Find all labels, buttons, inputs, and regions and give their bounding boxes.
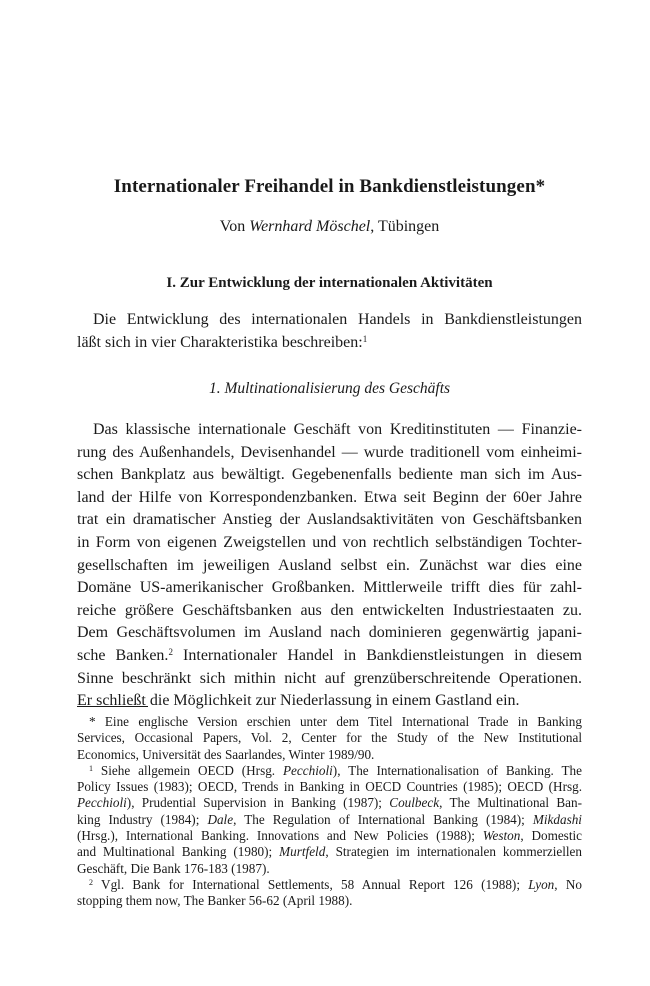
sub-heading-text: Multinationalisierung des Geschäfts — [224, 380, 451, 397]
footnote-1-line: Policy Issues (1983); OECD, Trends in Banking in OECD Countries (1985); OECD (Hrsg. — [77, 779, 582, 795]
paragraph-line — [77, 645, 582, 668]
intro-line — [77, 332, 582, 355]
footnote-rule — [77, 706, 148, 707]
footnote-author: Coulbeck — [389, 795, 440, 811]
footnote-1-line — [77, 763, 582, 779]
footnote-2-line: stopping them now, The Banker 56-62 (April 1988). — [77, 893, 353, 909]
footnote-text: Vgl. Bank for International Settlements, 58 Annual Report 126 (1988); — [93, 876, 529, 892]
footnote-star-line — [77, 714, 582, 730]
line-text: Internationaler Handel in Bankdienstleistungen in diesem — [172, 646, 583, 664]
footnote-text: , The Regulation of International Banking (1984); — [233, 811, 533, 827]
footnote-text: ), The Internationalisation of Banking. The — [332, 762, 582, 778]
footnote-2-line — [77, 877, 582, 893]
footnote-text: , Strategien im internationalen kommerziellen — [325, 844, 582, 860]
footnote-1-line — [77, 812, 582, 828]
footnote-1-line — [77, 844, 582, 860]
footnote-text: , Domestic — [520, 828, 582, 844]
line-text: sche Banken. — [77, 646, 169, 664]
author-prefix: Von — [219, 218, 250, 235]
footnote-author: Pecchioli — [283, 762, 333, 778]
author-location: , Tübingen — [370, 218, 440, 235]
footnote-author: Murtfeld — [279, 844, 326, 860]
paragraph-line: in Form von eigenen Zweigstellen und von rechtlich selbständigen Tochter- — [77, 533, 582, 551]
footnotes — [77, 714, 582, 910]
paragraph-line: gesellschaften im jeweiligen Ausland selbst ein. Zunächst war dies eine — [77, 556, 582, 574]
paragraph-line: reiche größere Geschäftsbanken aus den entwickelten Industriestaaten zu. — [77, 601, 582, 619]
paragraph-line: land der Hilfe von Korrespondenzbanken. Etwa seit Beginn der 60er Jahre — [77, 488, 582, 506]
footnote-1-line — [77, 828, 582, 844]
footnote-text: ), Prudential Supervision in Banking (1987); — [126, 795, 390, 811]
paragraph-line: trat ein dramatischer Anstieg der Auslandsaktivitäten von Geschäftsbanken — [77, 511, 582, 529]
sub-heading — [77, 380, 582, 398]
footnote-author: Lyon — [528, 876, 555, 892]
footnote-text: and Multinational Banking (1980); — [77, 844, 280, 860]
footnote-ref-1: 1 — [362, 333, 368, 344]
sub-heading-number: 1. — [208, 380, 221, 397]
footnote-marker: 2 — [89, 877, 93, 887]
footnote-text: , No — [554, 876, 582, 892]
footnote-1-line: Geschäft, Die Bank 176-183 (1987). — [77, 860, 270, 876]
author-name: Wernhard Möschel — [249, 218, 371, 235]
footnote-text: (Hrsg.), International Banking. Innovations and New Policies (1988); — [77, 828, 483, 844]
footnote-text: Siehe allgemein OECD (Hrsg. — [93, 762, 283, 778]
footnote-star-line: Services, Occasional Papers, Vol. 2, Center for the Study of the New Institutional — [77, 730, 582, 746]
paragraph-line: Sinne beschränkt sich mithin nicht auf grenzüberschreitende Operationen. — [77, 669, 582, 687]
footnote-text: king Industry (1984); — [77, 811, 208, 827]
footnote-text: , The Multinational Ban- — [439, 795, 582, 811]
paragraph-line: Das klassische internationale Geschäft von Kreditinstituten — Finanzie- — [93, 421, 582, 438]
intro-line: Die Entwicklung des internationalen Handels in Bankdienstleistungen — [93, 311, 582, 328]
footnote-author: Pecchioli — [77, 795, 127, 811]
intro-line-text: läßt sich in vier Charakteristika beschreiben: — [77, 333, 363, 351]
footnote-star-line: Economics, Universität des Saarlandes, Winter 1989/90. — [77, 746, 375, 762]
footnote-ref-2: 2 — [168, 646, 173, 657]
main-paragraph — [77, 419, 582, 713]
footnote-marker: * — [89, 714, 96, 729]
article-title: Internationaler Freihandel in Bankdienstleistungen* — [113, 176, 546, 197]
section-heading: I. Zur Entwicklung der internationalen Aktivitäten — [166, 275, 493, 291]
paragraph-line: rung des Außenhandels, Devisenhandel — wurde traditionell vom einheimi- — [77, 443, 582, 461]
footnote-author: Dale — [207, 811, 234, 827]
paragraph-line: Dem Geschäftsvolumen im Ausland nach dominieren gegenwärtig japani- — [77, 624, 582, 642]
author-line — [77, 218, 582, 236]
footnote-marker: 1 — [89, 763, 93, 773]
footnote-author: Mikdashi — [532, 811, 582, 827]
footnote-text: Eine englische Version erschien unter dem Titel International Trade in Banking — [95, 714, 582, 729]
paragraph-line: schen Bankplatz aus bewältigt. Gegebenenfalls bediente man sich im Aus- — [77, 466, 582, 484]
paragraph-line: Domäne US-amerikanischer Großbanken. Mittlerweile trifft dies für zahl- — [77, 579, 582, 597]
paragraph-line: Er schließt die Möglichkeit zur Niederlassung in einem Gastland ein. — [77, 692, 520, 710]
intro-paragraph — [77, 309, 582, 354]
footnote-1-line — [77, 795, 582, 811]
footnote-author: Weston — [482, 828, 521, 844]
